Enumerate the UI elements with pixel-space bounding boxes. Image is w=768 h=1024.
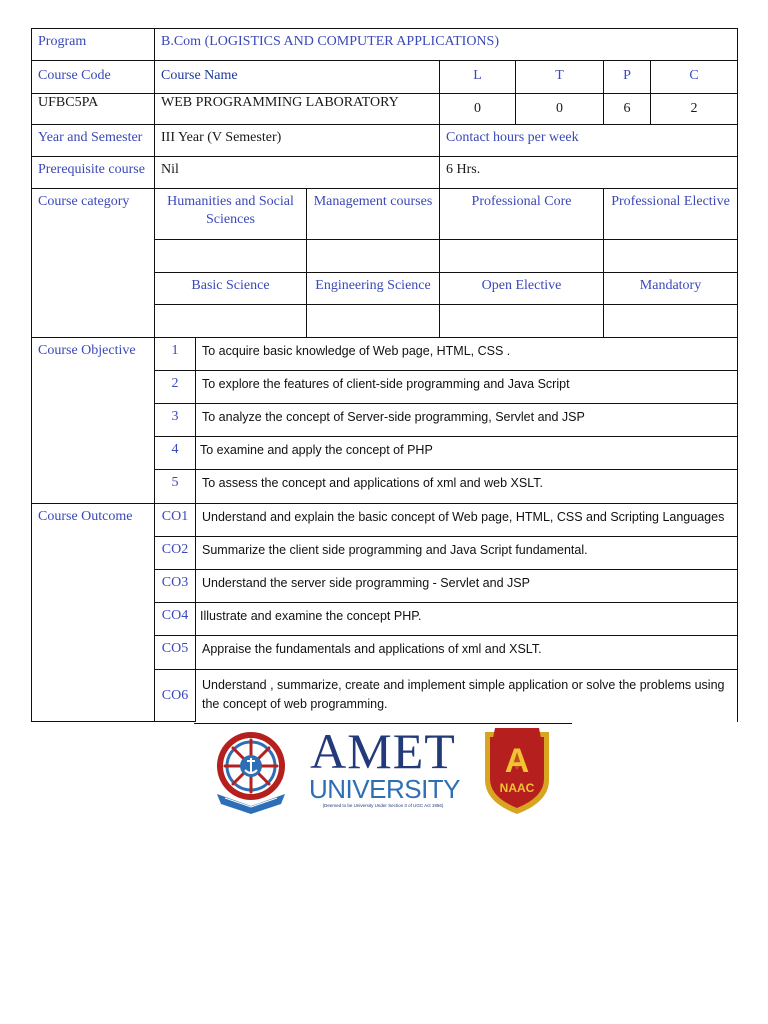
course-header-row	[32, 61, 738, 94]
outcome-number: CO6	[155, 670, 196, 722]
objective-text: To examine and apply the concept of PHP	[196, 437, 738, 470]
outcome-text: Summarize the client side programming and Java Script fundamental.	[196, 537, 738, 570]
outcome-text: Understand and explain the basic concept of Web page, HTML, CSS and Scripting Languages	[196, 504, 738, 537]
ltpc-label-p: P	[604, 61, 651, 94]
program-label: Program	[32, 29, 155, 61]
outcome-label: Course Outcome	[32, 504, 155, 722]
ltpc-label-l: L	[440, 61, 516, 94]
outcome-row	[32, 504, 738, 537]
category-cell-blank	[155, 240, 307, 273]
category-cell-blank	[307, 240, 440, 273]
objective-number: 3	[155, 404, 196, 437]
amet-title: AMET	[310, 723, 456, 779]
objective-number: 1	[155, 338, 196, 371]
year-semester-label: Year and Semester	[32, 125, 155, 157]
objective-label: Course Objective	[32, 338, 155, 504]
amet-subtitle: UNIVERSITY	[309, 774, 461, 804]
amet-tagline: (Deemed to be University Under Section 3 of UGC Act 1956)	[322, 803, 444, 808]
category-mandatory: Mandatory	[604, 273, 738, 305]
course-code-label: Course Code	[32, 61, 155, 94]
ltpc-value-t: 0	[516, 94, 604, 125]
program-row	[32, 29, 738, 61]
outcome-number: CO5	[155, 636, 196, 670]
category-cell-blank	[440, 240, 604, 273]
maritime-seal-logo	[211, 728, 291, 814]
year-semester-value: III Year (V Semester)	[155, 125, 440, 157]
ltpc-value-p: 6	[604, 94, 651, 125]
outcome-text: Appraise the fundamentals and applications of xml and XSLT.	[196, 636, 738, 670]
objective-text: To analyze the concept of Server-side programming, Servlet and JSP	[196, 404, 738, 437]
year-semester-row	[32, 125, 738, 157]
category-cell-blank	[604, 305, 738, 338]
objective-text: To assess the concept and applications of xml and web XSLT.	[196, 470, 738, 504]
outcome-number: CO1	[155, 504, 196, 537]
objective-number: 5	[155, 470, 196, 504]
category-humanities: Humanities and Social Sciences	[155, 189, 307, 240]
outcome-text: Understand the server side programming - Servlet and JSP	[196, 570, 738, 603]
contact-hours-value: 6 Hrs.	[440, 157, 738, 189]
course-value-row	[32, 94, 738, 125]
category-row-1	[32, 189, 738, 240]
outcome-number: CO3	[155, 570, 196, 603]
contact-hours-label: Contact hours per week	[440, 125, 738, 157]
category-basic-science: Basic Science	[155, 273, 307, 305]
prerequisite-value: Nil	[155, 157, 440, 189]
category-professional-elective: Professional Elective	[604, 189, 738, 240]
outcome-text: Understand , summarize, create and implement simple application or solve the problems using the concept of web programming.	[196, 670, 738, 722]
outcome-number: CO2	[155, 537, 196, 570]
naac-label: NAAC	[499, 781, 535, 795]
category-management: Management courses	[307, 189, 440, 240]
category-professional-core: Professional Core	[440, 189, 604, 240]
outcome-number: CO4	[155, 603, 196, 636]
prerequisite-row	[32, 157, 738, 189]
objective-text: To explore the features of client-side programming and Java Script	[196, 371, 738, 404]
objective-number: 2	[155, 371, 196, 404]
ltpc-value-l: 0	[440, 94, 516, 125]
ltpc-label-c: C	[651, 61, 738, 94]
course-name-value: WEB PROGRAMMING LABORATORY	[155, 94, 440, 125]
objective-row	[32, 338, 738, 371]
course-name-label: Course Name	[155, 61, 440, 94]
category-cell-blank	[604, 240, 738, 273]
ltpc-label-t: T	[516, 61, 604, 94]
course-details-table	[31, 28, 738, 722]
objective-number: 4	[155, 437, 196, 470]
category-engineering-science: Engineering Science	[307, 273, 440, 305]
objective-text: To acquire basic knowledge of Web page, HTML, CSS .	[196, 338, 738, 371]
naac-grade: A	[504, 742, 530, 780]
course-code-value: UFBC5PA	[32, 94, 155, 125]
category-cell-blank	[307, 305, 440, 338]
category-cell-blank	[440, 305, 604, 338]
outcome-text: Illustrate and examine the concept PHP.	[196, 603, 738, 636]
category-label: Course category	[32, 189, 155, 338]
logo-strip	[0, 722, 768, 822]
program-value: B.Com (LOGISTICS AND COMPUTER APPLICATIONS)	[155, 29, 738, 61]
category-cell-blank	[155, 305, 307, 338]
amet-university-logo	[309, 723, 461, 816]
ltpc-value-c: 2	[651, 94, 738, 125]
prerequisite-label: Prerequisite course	[32, 157, 155, 189]
naac-a-grade-logo	[479, 724, 555, 816]
category-open-elective: Open Elective	[440, 273, 604, 305]
